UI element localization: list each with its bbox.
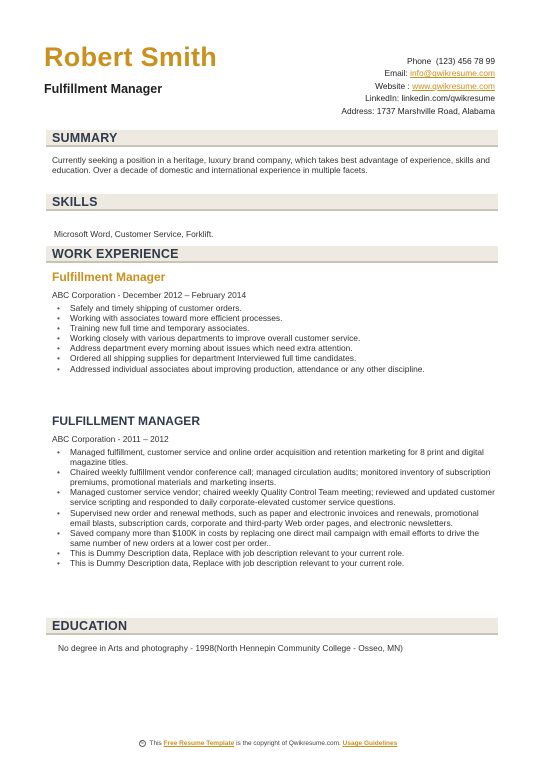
contact-address: Address: 1737 Marshville Road, Alabama xyxy=(341,105,495,116)
list-item: • Addressed individual associates about improving production, attendance or any other discipline. xyxy=(70,364,495,374)
usage-guidelines-link[interactable]: Usage Guidelines xyxy=(342,740,398,748)
job-company-1: ABC Corporation - December 2012 – February 2014 xyxy=(52,290,247,300)
footer: © This Free Resume Template is the copyright of Qwikresume.com. Usage Guidelines xyxy=(140,740,398,748)
contact-website: Website : www.qwikresume.com xyxy=(375,80,495,91)
list-item: • Saved company more than $100K in costs by replacing one direct mail campaign with email efforts to drive the same number of new orders at a lower cost per order.. xyxy=(70,528,495,548)
email-link[interactable]: info@qwikresume.com xyxy=(410,68,495,79)
copyright-icon: © xyxy=(140,740,145,746)
list-item: • Working with associates toward more efficient processes. xyxy=(70,313,495,323)
candidate-title: Fulfillment Manager xyxy=(44,82,163,96)
list-item: • Managed customer service vendor; chaired weekly Quality Control Team meeting; reviewed and updated customer service scripting and responded to daily corporate-elevated customer service questions. xyxy=(70,487,495,507)
job-title-1: Fulfillment Manager xyxy=(52,270,166,284)
contact-phone: Phone (123) 456 78 99 xyxy=(406,56,495,66)
contact-linkedin: LinkedIn: linkedin.com/qwikresume xyxy=(365,93,495,104)
list-item: • Ordered all shipping supplies for department Interviewed full time candidates. xyxy=(70,353,495,363)
section-heading-experience: WORK EXPERIENCE xyxy=(46,246,498,263)
job-bullets-2 xyxy=(70,447,495,568)
list-item: • Address department every morning about issues which need extra attention. xyxy=(70,343,495,353)
section-heading-skills: SKILLS xyxy=(46,194,498,211)
skills-text: Microsoft Word, Customer Service, Forklift. xyxy=(54,229,214,239)
list-item: • Chaired weekly fulfillment vendor conference call; managed circulation audits; monitored inventory of subscription premiums, promotional materials and marketing inserts. xyxy=(70,467,495,487)
candidate-name: Robert Smith xyxy=(44,42,218,72)
free-resume-template-link[interactable]: Free Resume Template xyxy=(163,740,235,748)
list-item: • Managed fulfillment, customer service and online order acquisition and retention marketing for 8 print and digital magazine titles. xyxy=(70,447,495,467)
list-item: • Safely and timely shipping of customer orders. xyxy=(70,303,495,313)
list-item: • Working closely with various departments to improve overall customer service. xyxy=(70,333,495,343)
list-item: • This is Dummy Description data, Replace with job description relevant to your current role. xyxy=(70,558,495,568)
list-item: • Supervised new order and renewal methods, such as paper and electronic invoices and renewals, promotional email blasts, subscription cards, corporate and third-party Web order pages, and electronic newsletters. xyxy=(70,508,495,528)
list-item: • Training new full time and temporary associates. xyxy=(70,323,495,333)
summary-text: Currently seeking a position in a heritage, luxury brand company, which takes best advantage of experience, skills and education. Over a decade of domestic and international experience in multiple facets. xyxy=(52,155,490,176)
education-text: No degree in Arts and photography - 1998(North Hennepin Community College - Osseo, MN) xyxy=(58,643,403,653)
contact-email: Email: info@qwikresume.com xyxy=(384,68,495,79)
job-title-2: FULFILLMENT MANAGER xyxy=(52,414,200,428)
job-company-2: ABC Corporation - 2011 – 2012 xyxy=(52,434,169,444)
list-item: • This is Dummy Description data, Replace with job description relevant to your current role. xyxy=(70,548,495,558)
job-bullets-1 xyxy=(70,303,495,374)
section-heading-summary: SUMMARY xyxy=(46,130,498,147)
website-link[interactable]: www.qwikresume.com xyxy=(412,80,495,91)
section-heading-education: EDUCATION xyxy=(46,618,498,635)
contact-block xyxy=(341,55,495,117)
